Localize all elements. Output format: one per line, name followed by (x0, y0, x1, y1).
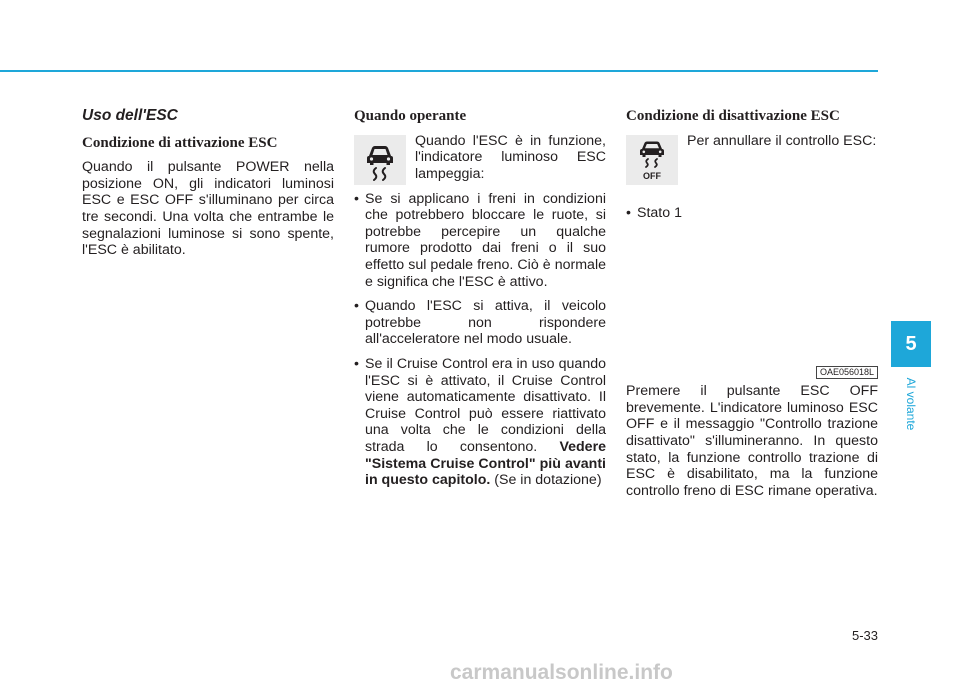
column-2 (354, 108, 606, 497)
header-rule (0, 70, 878, 72)
list-item (354, 356, 606, 489)
activation-body: Quando il pulsante POWER nella posizione ON, gli indicatori luminosi ESC e ESC OFF s'illuminano per circa tre secondi. Una volta che entrambe le segnalazioni luminose si sono spente, l'ESC è abilitato. (82, 159, 334, 259)
esc-off-row (626, 133, 878, 185)
list-item: • Quando l'ESC si attiva, il veicolo potrebbe non rispondere all'acceleratore nel modo usuale. (354, 298, 606, 348)
off-label: OFF (643, 170, 661, 181)
cruise-tail: (Se in dotazione) (494, 472, 602, 489)
chapter-label-text: Al volante (904, 377, 918, 431)
section-title: Uso dell'ESC (82, 107, 178, 124)
cruise-reference: Vedere "Sistema Cruise Control" più avanti in questo capitolo. (365, 438, 606, 489)
chapter-tab: 5 (891, 321, 931, 367)
list-item: • Stato 1 (626, 205, 878, 222)
deactivation-body: Premere il pulsante ESC OFF brevemente. L'indicatore luminoso ESC OFF e il messaggio "Controllo trazione disattivato" s'illumineranno. In questo stato, la funzione controllo trazione di ESC è disabilitato, ma la funzione controllo freno di ESC rimane operativa. (626, 383, 878, 499)
esc-indicator-icon (354, 135, 406, 185)
column-1 (82, 108, 334, 259)
esc-indicator-text: Quando l'ESC è in funzione, l'indicatore luminoso ESC lampeggia: (415, 132, 606, 182)
column-3 (626, 108, 878, 499)
page-number: 5-33 (851, 628, 878, 643)
cruise-text: Se il Cruise Control era in uso quando l'ESC si è attivato, il Cruise Control viene automaticamente disattivato. Il Cruise Control può essere riattivato una volta che le condizioni della strada lo consentono. (365, 355, 606, 455)
figure-code: OAE056018L (816, 366, 878, 379)
activation-heading: Condizione di attivazione ESC (82, 134, 278, 151)
figure-area (626, 229, 878, 383)
deactivation-heading: Condizione di disattivazione ESC (626, 108, 840, 124)
state-bullets (626, 205, 878, 222)
esc-off-icon (626, 135, 678, 185)
chapter-label (903, 372, 919, 436)
operating-bullets (354, 191, 606, 489)
esc-off-text: Per annullare il controllo ESC: (687, 132, 877, 149)
watermark: carmanualsonline.info (450, 661, 673, 684)
list-item: • Se si applicano i freni in condizioni che potrebbero bloccare le ruote, si potrebbe percepire un qualche rumore prodotto dai freni o il suo effetto sul pedale freno. Ciò è normale e significa che l'ESC è attivo. (354, 191, 606, 291)
operating-heading: Quando operante (354, 108, 467, 124)
esc-indicator-row (354, 133, 606, 185)
